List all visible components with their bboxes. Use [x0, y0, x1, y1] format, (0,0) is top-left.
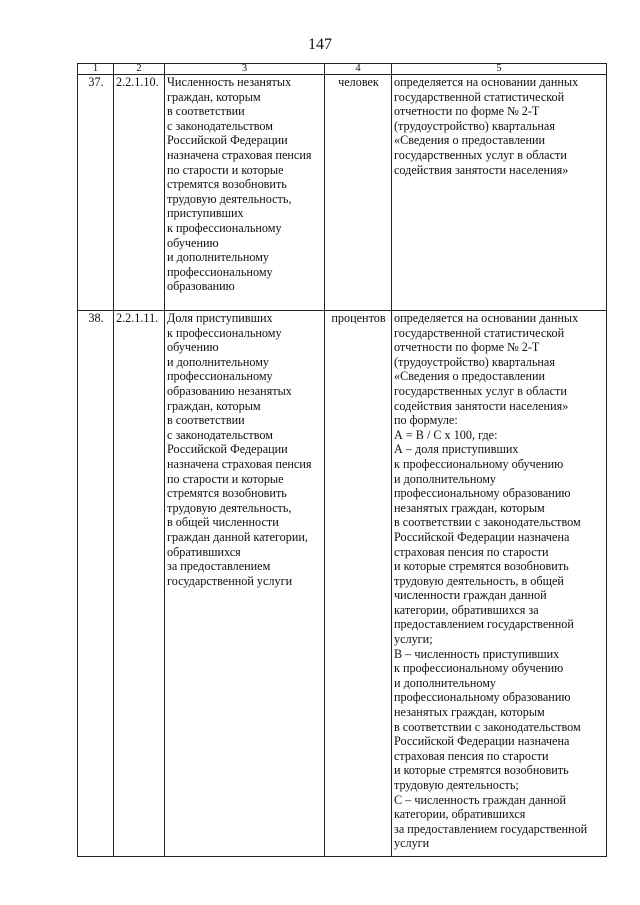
calculation-method	[392, 311, 607, 857]
text-line: С – численность граждан данной	[394, 792, 567, 807]
text-line: и дополнительному	[394, 675, 497, 690]
text-line: стремятся возобновить	[167, 486, 287, 501]
text-line: содействия занятости населения»	[394, 162, 569, 177]
text-line: с законодательством	[167, 427, 273, 442]
indicator-code: 2.2.1.11.	[114, 311, 165, 857]
text-line: страховая пенсия по старости	[394, 748, 549, 763]
text-line: к профессиональному обучению	[394, 661, 564, 676]
text-line: государственных услуг в области	[394, 383, 567, 398]
unit-of-measure: человек	[325, 75, 392, 311]
text-line: назначена страховая пенсия	[167, 456, 312, 471]
text-line: государственных услуг в области	[394, 147, 567, 162]
text-line: за предоставлением	[167, 559, 271, 574]
text-line: профессиональному	[167, 369, 273, 384]
text-line: численности граждан данной	[394, 588, 547, 603]
text-line: Численность незанятых	[167, 75, 292, 89]
calculation-method	[392, 75, 607, 311]
row-number: 38.	[78, 311, 114, 857]
text-line: за предоставлением государственной	[394, 821, 588, 836]
text-line: назначена страховая пенсия	[167, 147, 312, 162]
column-header-row	[78, 64, 607, 75]
text-line: в соответствии с законодательством	[394, 515, 581, 530]
text-line: в соответствии	[167, 104, 245, 119]
text-line: Российской Федерации назначена	[394, 734, 570, 749]
text-line: и дополнительному	[167, 354, 270, 369]
text-line: страховая пенсия по старости	[394, 544, 549, 559]
text-line: А = В / С х 100, где:	[394, 427, 498, 442]
text-line: и дополнительному	[167, 250, 270, 265]
column-header-5: 5	[392, 64, 607, 75]
unit-of-measure: процентов	[325, 311, 392, 857]
text-line: обучению	[167, 340, 219, 355]
text-line: к профессиональному	[167, 220, 282, 235]
text-line: трудовую деятельность;	[394, 778, 519, 792]
text-line: трудовую деятельность,	[167, 500, 292, 515]
text-line: приступивших	[167, 206, 244, 221]
text-line: предоставлением государственной	[394, 617, 574, 632]
text-line: с законодательством	[167, 118, 273, 133]
text-line: образованию незанятых	[167, 383, 292, 398]
table-row-38	[78, 311, 607, 857]
text-line: «Сведения о предоставлении	[394, 369, 546, 384]
text-line: в соответствии с законодательством	[394, 719, 581, 734]
text-line: отчетности по форме № 2-Т	[394, 340, 540, 355]
text-line: по формуле:	[394, 413, 458, 428]
text-line: трудовую деятельность, в общей	[394, 573, 564, 588]
text-line: Российской Федерации	[167, 442, 288, 457]
indicator-name	[165, 75, 325, 311]
indicator-name	[165, 311, 325, 857]
indicators-table	[77, 63, 607, 857]
table-row-37	[78, 75, 607, 311]
text-line: незанятых граждан, которым	[394, 705, 545, 720]
text-line: определяется на основании данных	[394, 311, 579, 325]
text-line: «Сведения о предоставлении	[394, 133, 546, 148]
text-line: услуги	[394, 836, 430, 851]
text-line: Доля приступивших	[167, 311, 273, 325]
text-line: образованию	[167, 279, 235, 294]
text-line: Российской Федерации назначена	[394, 529, 570, 544]
text-line: услуги;	[394, 632, 433, 647]
text-line: по старости и которые	[167, 162, 284, 177]
indicator-code: 2.2.1.10.	[114, 75, 165, 311]
text-line: В – численность приступивших	[394, 646, 560, 661]
text-line: граждан, которым	[167, 89, 261, 104]
text-line: (трудоустройство) квартальная	[394, 354, 555, 369]
text-line: категории, обратившихся за	[394, 602, 539, 617]
text-line: в соответствии	[167, 413, 245, 428]
text-line: профессиональному	[167, 264, 273, 279]
text-line: А – доля приступивших	[394, 442, 519, 457]
text-line: профессиональному образованию	[394, 486, 571, 501]
text-line: государственной статистической	[394, 89, 565, 104]
column-header-2: 2	[114, 64, 165, 75]
text-line: содействия занятости населения»	[394, 398, 569, 413]
text-line: граждан данной категории,	[167, 529, 308, 544]
row-number: 37.	[78, 75, 114, 311]
text-line: определяется на основании данных	[394, 75, 579, 89]
column-header-1: 1	[78, 64, 114, 75]
text-line: стремятся возобновить	[167, 177, 287, 192]
text-line: обратившихся	[167, 544, 241, 559]
column-header-4: 4	[325, 64, 392, 75]
text-line: государственной услуги	[167, 573, 293, 588]
text-line: трудовую деятельность,	[167, 191, 292, 206]
text-line: по старости и которые	[167, 471, 284, 486]
text-line: и которые стремятся возобновить	[394, 559, 569, 574]
text-line: в общей численности	[167, 515, 279, 530]
text-line: профессиональному образованию	[394, 690, 571, 705]
text-line: к профессиональному обучению	[394, 456, 564, 471]
text-line: отчетности по форме № 2-Т	[394, 104, 540, 119]
text-line: граждан, которым	[167, 398, 261, 413]
page-number: 147	[308, 36, 332, 53]
text-line: и которые стремятся возобновить	[394, 763, 569, 778]
text-line: Российской Федерации	[167, 133, 288, 148]
text-line: к профессиональному	[167, 325, 282, 340]
text-line: государственной статистической	[394, 325, 565, 340]
text-line: и дополнительному	[394, 471, 497, 486]
text-line: обучению	[167, 235, 219, 250]
column-header-3: 3	[165, 64, 325, 75]
text-line: категории, обратившихся	[394, 807, 526, 822]
text-line: (трудоустройство) квартальная	[394, 118, 555, 133]
text-line: незанятых граждан, которым	[394, 500, 545, 515]
